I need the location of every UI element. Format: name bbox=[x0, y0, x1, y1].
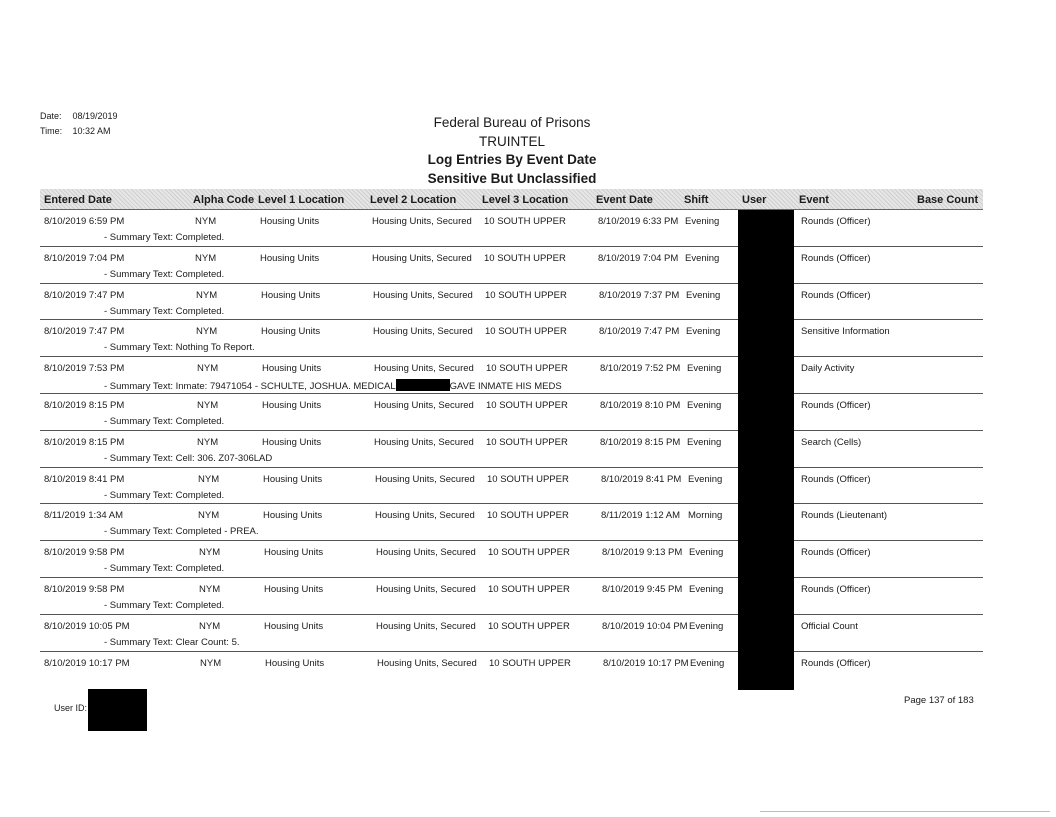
level2-cell: Housing Units, Secured bbox=[373, 326, 473, 338]
level2-cell: Housing Units, Secured bbox=[375, 473, 475, 485]
summary-text bbox=[104, 453, 272, 464]
table-row bbox=[40, 615, 983, 652]
inline-redaction bbox=[396, 379, 450, 391]
shift-cell: Evening bbox=[688, 473, 723, 485]
page-number: Page 137 of 183 bbox=[904, 695, 974, 706]
col-user: User bbox=[742, 194, 767, 206]
shift-cell: Evening bbox=[686, 326, 721, 338]
shift-cell: Evening bbox=[689, 620, 724, 632]
summary-text-value: - Summary Text: Inmate: 79471054 - SCHULTE, JOSHUA. MEDICAL bbox=[104, 381, 396, 393]
level2-cell: Housing Units, Secured bbox=[373, 289, 473, 301]
summary-text bbox=[104, 306, 224, 317]
table-row bbox=[40, 431, 983, 468]
col-alpha-code: Alpha Code bbox=[193, 194, 255, 206]
event-cell: Search (Cells) bbox=[801, 436, 862, 448]
column-header-row bbox=[40, 189, 983, 210]
event-cell: Rounds (Officer) bbox=[801, 473, 871, 485]
event-cell: Rounds (Lieutenant) bbox=[801, 510, 888, 522]
shift-cell: Evening bbox=[685, 216, 720, 227]
event-cell: Rounds (Officer) bbox=[801, 583, 871, 595]
summary-text bbox=[104, 600, 224, 611]
alpha-code-cell: NYM bbox=[196, 326, 218, 338]
alpha-code-cell: NYM bbox=[197, 399, 219, 411]
summary-text bbox=[104, 342, 255, 353]
summary-text bbox=[104, 269, 224, 280]
shift-cell: Evening bbox=[687, 399, 722, 411]
table-row bbox=[40, 320, 983, 357]
level2-cell: Housing Units, Secured bbox=[374, 363, 474, 375]
level2-cell: Housing Units, Secured bbox=[372, 216, 472, 227]
entered-date-cell: 8/10/2019 7:04 PM bbox=[44, 252, 125, 264]
col-base-count: Base Count bbox=[917, 194, 979, 206]
shift-cell: Evening bbox=[686, 289, 721, 301]
col-event-date: Event Date bbox=[596, 194, 653, 206]
table-row bbox=[40, 210, 983, 247]
shift-cell: Morning bbox=[688, 510, 723, 522]
entered-date-cell: 8/10/2019 7:47 PM bbox=[44, 326, 125, 338]
event-date-cell: 8/10/2019 7:37 PM bbox=[599, 289, 680, 301]
level2-cell: Housing Units, Secured bbox=[372, 252, 472, 264]
classification-label: Sensitive But Unclassified bbox=[427, 170, 597, 186]
summary-text-value: - Summary Text: Completed. bbox=[104, 489, 225, 501]
alpha-code-cell: NYM bbox=[198, 473, 220, 485]
system-name: TRUINTEL bbox=[478, 133, 545, 149]
level1-cell: Housing Units bbox=[261, 289, 321, 301]
alpha-code-cell: NYM bbox=[196, 289, 218, 301]
entered-date-cell: 8/10/2019 8:15 PM bbox=[44, 436, 125, 448]
date-label: Date: bbox=[40, 111, 62, 121]
level2-cell: Housing Units, Secured bbox=[375, 510, 475, 522]
level2-cell: Housing Units, Secured bbox=[374, 399, 474, 411]
level1-cell: Housing Units bbox=[264, 620, 324, 632]
level3-cell: 10 SOUTH UPPER bbox=[484, 216, 566, 227]
summary-text-value: - Summary Text: Completed. bbox=[104, 232, 225, 243]
level1-cell: Housing Units bbox=[263, 510, 323, 522]
level1-cell: Housing Units bbox=[264, 583, 324, 595]
event-cell: Official Count bbox=[801, 620, 858, 632]
shift-cell: Evening bbox=[687, 363, 722, 375]
event-cell: Sensitive Information bbox=[801, 326, 890, 338]
summary-text-continued: GAVE INMATE HIS MEDS bbox=[449, 381, 562, 393]
shift-cell: Evening bbox=[689, 583, 724, 595]
entered-date-cell: 8/10/2019 9:58 PM bbox=[44, 547, 125, 559]
summary-text-value: - Summary Text: Nothing To Report. bbox=[104, 342, 255, 354]
level3-cell: 10 SOUTH UPPER bbox=[487, 473, 569, 485]
event-date-cell: 8/10/2019 7:04 PM bbox=[598, 252, 679, 264]
alpha-code-cell: NYM bbox=[198, 510, 220, 522]
level3-cell: 10 SOUTH UPPER bbox=[489, 657, 571, 669]
event-date-cell: 8/10/2019 8:10 PM bbox=[600, 399, 681, 411]
table-row bbox=[40, 504, 983, 541]
table-row bbox=[40, 357, 983, 394]
user-id-label: User ID: bbox=[54, 703, 88, 713]
scan-artifact-line bbox=[760, 811, 1050, 812]
level3-cell: 10 SOUTH UPPER bbox=[484, 252, 566, 264]
summary-text bbox=[104, 232, 224, 243]
org-name: Federal Bureau of Prisons bbox=[433, 115, 591, 130]
print-time bbox=[40, 126, 111, 136]
level2-cell: Housing Units, Secured bbox=[376, 547, 476, 559]
event-date-cell: 8/10/2019 9:13 PM bbox=[602, 547, 683, 559]
level2-cell: Housing Units, Secured bbox=[377, 657, 477, 669]
event-date-cell: 8/10/2019 7:52 PM bbox=[600, 363, 681, 375]
event-date-cell: 8/10/2019 9:45 PM bbox=[602, 583, 683, 595]
col-level2: Level 2 Location bbox=[370, 194, 457, 206]
col-shift: Shift bbox=[684, 194, 709, 206]
level3-cell: 10 SOUTH UPPER bbox=[485, 326, 567, 338]
summary-text bbox=[104, 637, 240, 648]
alpha-code-cell: NYM bbox=[199, 547, 221, 559]
event-cell: Rounds (Officer) bbox=[801, 216, 871, 227]
event-cell: Rounds (Officer) bbox=[801, 289, 871, 301]
date-value: 08/19/2019 bbox=[72, 111, 118, 121]
alpha-code-cell: NYM bbox=[195, 252, 217, 264]
level3-cell: 10 SOUTH UPPER bbox=[486, 436, 568, 448]
entered-date-cell: 8/10/2019 8:41 PM bbox=[44, 473, 125, 485]
alpha-code-cell: NYM bbox=[199, 583, 221, 595]
summary-text bbox=[104, 526, 259, 537]
user-id-redaction bbox=[88, 689, 147, 731]
entered-date-cell: 8/11/2019 1:34 AM bbox=[44, 510, 124, 522]
table-row bbox=[40, 247, 983, 284]
alpha-code-cell: NYM bbox=[200, 657, 222, 669]
table-row bbox=[40, 541, 983, 578]
event-date-cell: 8/10/2019 10:17 PM bbox=[603, 657, 689, 669]
entered-date-cell: 8/10/2019 9:58 PM bbox=[44, 583, 125, 595]
shift-cell: Evening bbox=[690, 657, 725, 669]
level1-cell: Housing Units bbox=[263, 473, 323, 485]
level1-cell: Housing Units bbox=[262, 363, 322, 375]
level3-cell: 10 SOUTH UPPER bbox=[488, 583, 570, 595]
entered-date-cell: 8/10/2019 7:53 PM bbox=[44, 363, 125, 375]
summary-text bbox=[104, 379, 562, 392]
summary-text bbox=[104, 416, 224, 427]
summary-text-value: - Summary Text: Clear Count: 5. bbox=[104, 636, 240, 648]
time-label: Time: bbox=[40, 126, 63, 136]
event-date-cell: 8/10/2019 6:33 PM bbox=[598, 216, 679, 227]
level3-cell: 10 SOUTH UPPER bbox=[487, 510, 569, 522]
table-row bbox=[40, 394, 983, 431]
entered-date-cell: 8/10/2019 10:17 PM bbox=[44, 657, 130, 669]
level3-cell: 10 SOUTH UPPER bbox=[488, 547, 570, 559]
print-date bbox=[40, 111, 118, 121]
level1-cell: Housing Units bbox=[264, 547, 324, 559]
col-event: Event bbox=[799, 194, 829, 206]
event-date-cell: 8/11/2019 1:12 AM bbox=[601, 510, 681, 522]
event-date-cell: 8/10/2019 10:04 PM bbox=[602, 620, 688, 632]
level1-cell: Housing Units bbox=[260, 252, 320, 264]
event-date-cell: 8/10/2019 7:47 PM bbox=[599, 326, 680, 338]
event-cell: Rounds (Officer) bbox=[801, 252, 871, 264]
shift-cell: Evening bbox=[685, 252, 720, 264]
summary-text-value: - Summary Text: Completed. bbox=[104, 563, 225, 575]
level1-cell: Housing Units bbox=[262, 436, 322, 448]
summary-text-value: - Summary Text: Completed. bbox=[104, 415, 225, 427]
entered-date-cell: 8/10/2019 7:47 PM bbox=[44, 289, 125, 301]
time-value: 10:32 AM bbox=[72, 126, 111, 136]
level3-cell: 10 SOUTH UPPER bbox=[486, 363, 568, 375]
table-row bbox=[40, 652, 983, 689]
alpha-code-cell: NYM bbox=[197, 363, 219, 375]
event-cell: Rounds (Officer) bbox=[801, 399, 871, 411]
level1-cell: Housing Units bbox=[260, 216, 320, 227]
level1-cell: Housing Units bbox=[261, 326, 321, 338]
report-title: Log Entries By Event Date bbox=[427, 152, 597, 167]
table-row bbox=[40, 468, 983, 505]
entered-date-cell: 8/10/2019 10:05 PM bbox=[44, 620, 130, 632]
table-row bbox=[40, 578, 983, 615]
event-date-cell: 8/10/2019 8:15 PM bbox=[600, 436, 681, 448]
summary-text-value: - Summary Text: Completed. bbox=[104, 305, 225, 317]
table-row bbox=[40, 284, 983, 321]
level3-cell: 10 SOUTH UPPER bbox=[486, 399, 568, 411]
event-cell: Daily Activity bbox=[801, 363, 855, 375]
level2-cell: Housing Units, Secured bbox=[374, 436, 474, 448]
log-entries-table bbox=[40, 210, 983, 688]
summary-text bbox=[104, 490, 224, 501]
col-level3: Level 3 Location bbox=[482, 194, 569, 206]
summary-text-value: - Summary Text: Completed - PREA. bbox=[104, 526, 259, 538]
event-date-cell: 8/10/2019 8:41 PM bbox=[601, 473, 682, 485]
summary-text-value: - Summary Text: Completed. bbox=[104, 599, 225, 611]
level2-cell: Housing Units, Secured bbox=[376, 620, 476, 632]
shift-cell: Evening bbox=[687, 436, 722, 448]
alpha-code-cell: NYM bbox=[195, 216, 217, 227]
alpha-code-cell: NYM bbox=[197, 436, 219, 448]
level3-cell: 10 SOUTH UPPER bbox=[488, 620, 570, 632]
event-cell: Rounds (Officer) bbox=[801, 547, 871, 559]
entered-date-cell: 8/10/2019 6:59 PM bbox=[44, 216, 125, 227]
report-header bbox=[412, 114, 612, 188]
summary-text-value: - Summary Text: Cell: 306. Z07-306LAD bbox=[104, 452, 273, 464]
shift-cell: Evening bbox=[689, 547, 724, 559]
alpha-code-cell: NYM bbox=[199, 620, 221, 632]
event-cell: Rounds (Officer) bbox=[801, 657, 871, 669]
level2-cell: Housing Units, Secured bbox=[376, 583, 476, 595]
level1-cell: Housing Units bbox=[265, 657, 325, 669]
level1-cell: Housing Units bbox=[262, 399, 322, 411]
col-level1: Level 1 Location bbox=[258, 194, 345, 206]
level3-cell: 10 SOUTH UPPER bbox=[485, 289, 567, 301]
user-column-redaction bbox=[738, 210, 794, 690]
summary-text bbox=[104, 563, 224, 574]
col-entered-date: Entered Date bbox=[44, 194, 112, 206]
summary-text-value: - Summary Text: Completed. bbox=[104, 268, 225, 280]
entered-date-cell: 8/10/2019 8:15 PM bbox=[44, 399, 125, 411]
